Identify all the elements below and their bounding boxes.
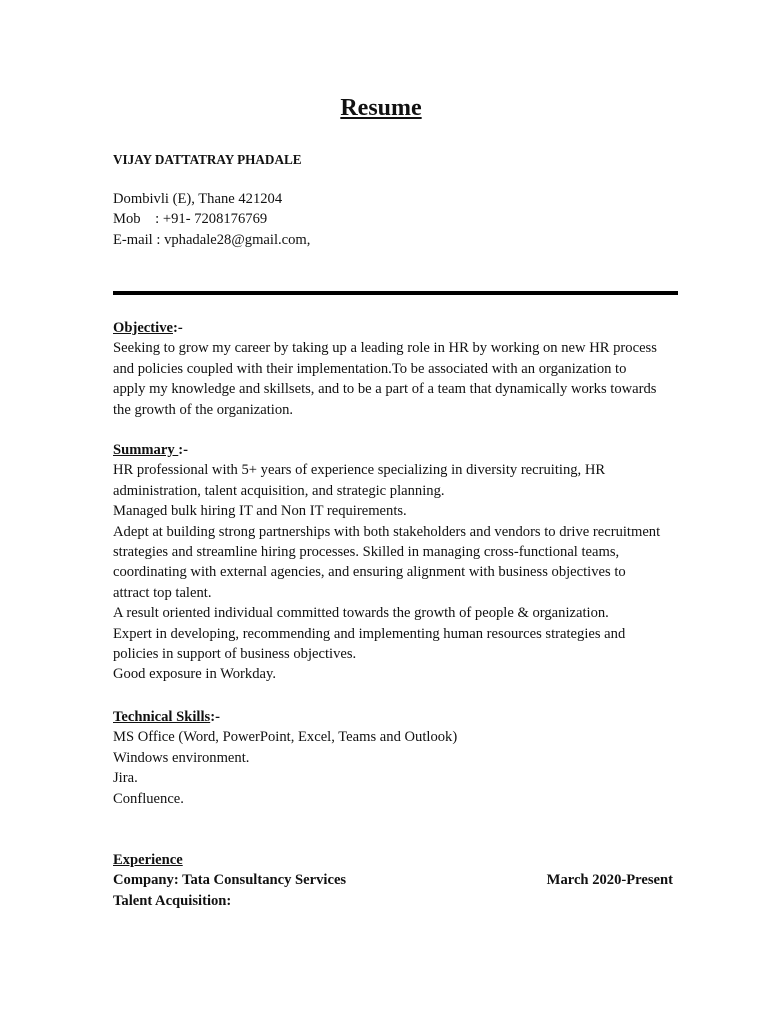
contact-mobile: Mob : +91- 7208176769 [113,211,268,228]
text-line: Good exposure in Workday. [113,666,276,683]
text-line: MS Office (Word, PowerPoint, Excel, Teams and Outlook) [113,729,458,746]
text-line: A result oriented individual committed towards the growth of people & organization. [113,605,609,622]
text-line: apply my knowledge and skillsets, and to be a part of a team that dynamically works towards [113,381,657,398]
contact-block [113,189,683,250]
summary-heading-suffix: :- [178,442,189,458]
section-divider [113,291,678,295]
experience-period: March 2020-Present [546,872,673,889]
technical-skills-heading-text: Technical Skills [113,709,211,725]
summary-section [113,440,683,685]
technical-skills-section [113,707,683,809]
text-line: policies in support of business objectives. [113,646,357,663]
text-line: Seeking to grow my career by taking up a leading role in HR by working on new HR process [113,340,657,357]
text-line: HR professional with 5+ years of experience specializing in diversity recruiting, HR [113,462,606,479]
text-line: Confluence. [113,790,184,807]
experience-section [113,850,673,911]
experience-company: Company: Tata Consultancy Services [113,872,347,889]
text-line: Windows environment. [113,749,250,766]
summary-heading [113,440,683,460]
text-line: Jira. [113,770,138,787]
document-title: Resume [340,95,422,121]
experience-heading [113,850,673,870]
technical-skills-heading [113,707,683,727]
objective-heading-text: Objective [113,320,173,336]
text-line: coordinating with external agencies, and ensuring alignment with business objectives to [113,564,626,581]
objective-heading-suffix: :- [172,320,183,336]
objective-heading [113,318,683,338]
experience-role: Talent Acquisition: [113,892,232,909]
contact-email: E-mail : vphadale28@gmail.com, [113,231,311,248]
experience-company-row [113,870,673,890]
objective-lines [113,338,683,420]
text-line: and policies coupled with their implementation.To be associated with an organization to [113,360,627,377]
experience-role-row [113,891,673,911]
experience-heading-text: Experience [113,852,183,868]
text-line: attract top talent. [113,584,212,601]
text-line: strategies and streamline hiring processes. Skilled in managing cross-functional teams, [113,544,620,561]
technical-skills-heading-suffix: :- [210,709,220,725]
technical-skills-lines [113,727,683,809]
summary-lines [113,460,683,684]
text-line: Adept at building strong partnerships with both stakeholders and vendors to drive recruitment [113,523,661,540]
text-line: Expert in developing, recommending and implementing human resources strategies and [113,625,626,642]
objective-section [113,318,683,420]
summary-heading-text: Summary [113,442,179,458]
contact-address: Dombivli (E), Thane 421204 [113,191,283,207]
text-line: administration, talent acquisition, and strategic planning. [113,482,445,499]
text-line: Managed bulk hiring IT and Non IT requirements. [113,503,407,520]
candidate-name: VIJAY DATTATRAY PHADALE [113,152,302,167]
text-line: the growth of the organization. [113,401,294,418]
